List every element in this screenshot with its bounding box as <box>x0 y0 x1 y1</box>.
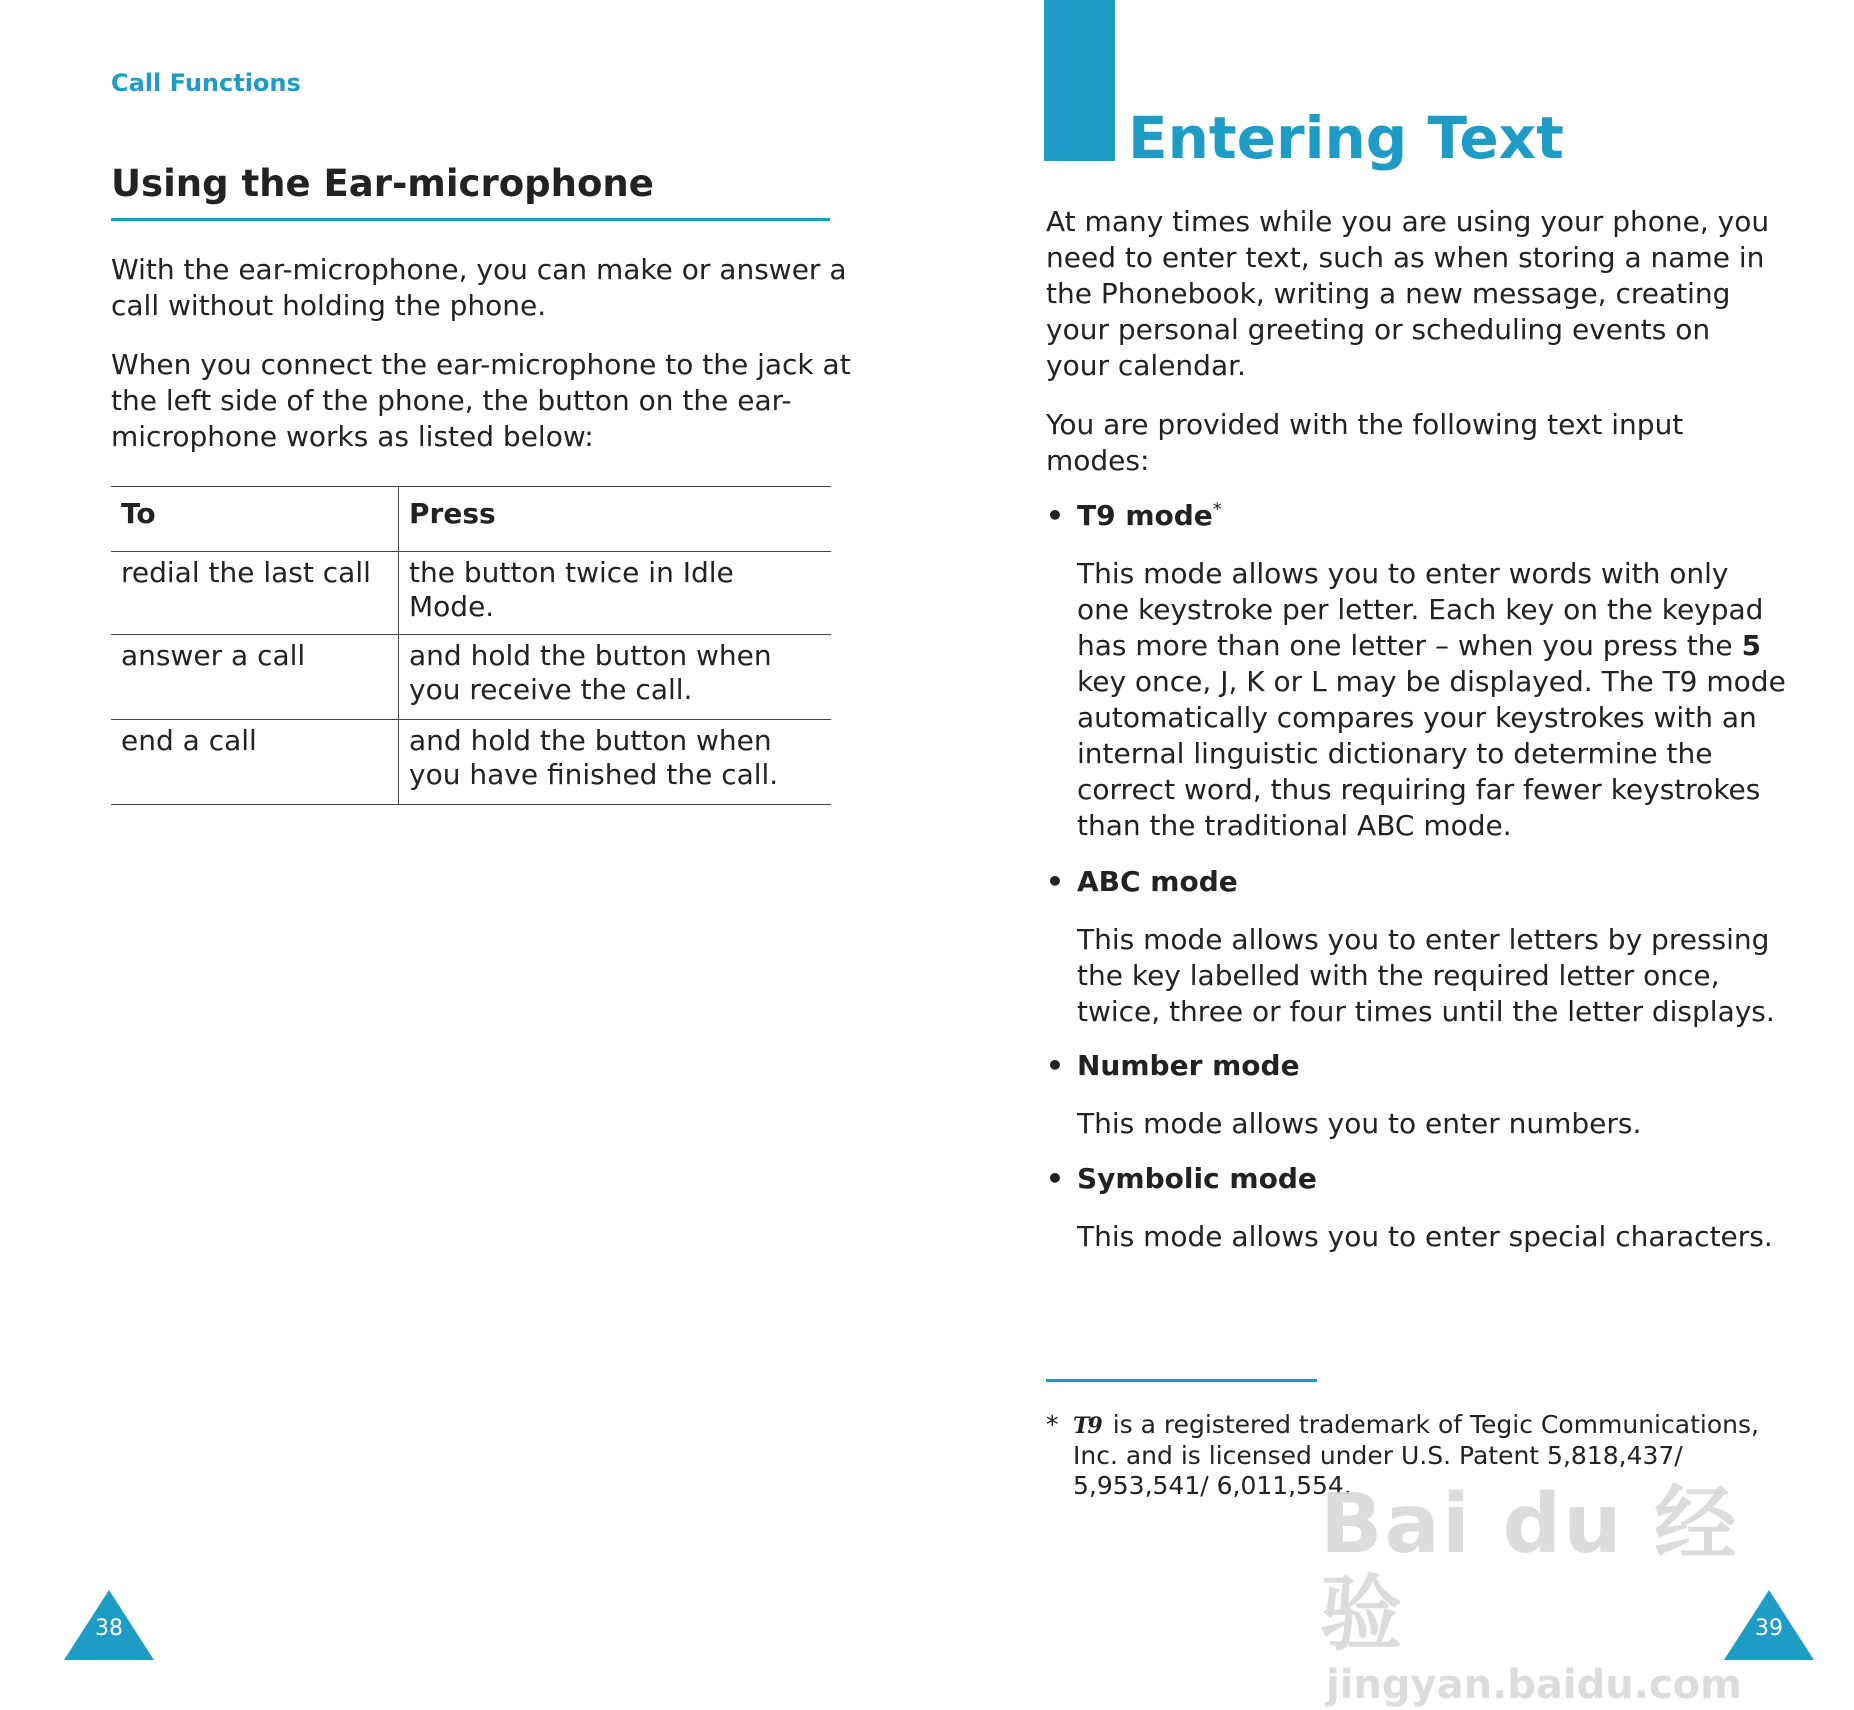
bullet-icon: • <box>1046 499 1064 532</box>
baidu-watermark <box>1320 1477 1760 1708</box>
table-cell-action: end a call <box>111 720 399 805</box>
mode-item-t9 <box>1046 498 1786 844</box>
table-cell-action: redial the last call <box>111 552 399 635</box>
running-header: Call Functions <box>111 69 301 97</box>
key-label: 5 <box>1741 629 1762 662</box>
table-row <box>111 552 831 635</box>
text-entry-intro-paragraph: At many times while you are using your phone, you need to enter text, such as when storing a name in the Phonebook, writing a new message, creating your personal greeting or scheduling events on your calendar. <box>1046 205 1770 382</box>
footnote-rule <box>1046 1379 1317 1382</box>
watermark-logo-text: Bai du 经验 <box>1320 1477 1739 1662</box>
mode-description-text: key once, J, K or L may be displayed. The T9 mode automatically compares your keystrokes with an internal linguistic dictionary to determine the correct word, thus requiring far fewer keystrokes than the traditional ABC mode. <box>1077 665 1786 842</box>
page-number-left: 38 <box>95 1616 123 1641</box>
chapter-accent-bar <box>1044 0 1115 161</box>
chapter-title: Entering Text <box>1128 104 1564 172</box>
mode-description: This mode allows you to enter numbers. <box>1077 1107 1642 1140</box>
bullet-icon: • <box>1046 1049 1064 1082</box>
table-header-row <box>111 487 831 552</box>
mode-heading <box>1046 1161 1786 1197</box>
mode-description-text: This mode allows you to enter words with only one keystroke per letter. Each key on the keypad has more than one letter – when you press the <box>1077 557 1764 662</box>
table-cell-action: answer a call <box>111 635 399 720</box>
mode-item-number <box>1046 1048 1786 1142</box>
intro-paragraph: With the ear-microphone, you can make or answer a call without holding the phone. <box>111 253 847 322</box>
footnote-text: is a registered trademark of Tegic Communications, Inc. and is licensed under U.S. Patent 5,818,437/ 5,953,541/ 6,011,554. <box>1073 1410 1759 1500</box>
table-cell-press: and hold the button when you have finished the call. <box>409 724 779 791</box>
modes-intro-paragraph: You are provided with the following text input modes: <box>1046 408 1684 477</box>
table-cell-press: the button twice in Idle Mode. <box>409 556 734 623</box>
section-title-rule <box>111 218 830 221</box>
table-row <box>111 635 831 720</box>
connection-paragraph: When you connect the ear-microphone to the jack at the left side of the phone, the button on the ear-microphone works as listed below: <box>111 348 851 453</box>
mode-item-abc <box>1046 864 1786 1030</box>
mode-description: This mode allows you to enter special characters. <box>1077 1220 1773 1253</box>
table-header-to: To <box>111 487 399 552</box>
table-row <box>111 720 831 805</box>
table-header-press: Press <box>409 497 496 530</box>
mode-title: Symbolic mode <box>1077 1162 1317 1195</box>
table-cell-press: and hold the button when you receive the call. <box>409 639 772 706</box>
footnote-marker: * <box>1046 1410 1059 1439</box>
t9-logo-icon: T9 <box>1073 1413 1101 1439</box>
section-title: Using the Ear-microphone <box>111 162 654 205</box>
mode-heading <box>1046 498 1786 534</box>
watermark-url: jingyan.baidu.com <box>1326 1662 1742 1708</box>
mode-title: T9 mode <box>1077 499 1213 532</box>
bullet-icon: • <box>1046 865 1064 898</box>
footnote-marker: * <box>1212 499 1222 520</box>
mode-title: ABC mode <box>1077 865 1238 898</box>
mode-item-symbolic <box>1046 1161 1786 1255</box>
bullet-icon: • <box>1046 1162 1064 1195</box>
ear-microphone-button-table <box>111 486 831 805</box>
mode-title: Number mode <box>1077 1049 1300 1082</box>
page-number-right: 39 <box>1755 1616 1783 1641</box>
mode-description: This mode allows you to enter letters by pressing the key labelled with the required letter once, twice, three or four times until the letter displays. <box>1077 923 1775 1028</box>
mode-description <box>1077 556 1787 844</box>
mode-heading <box>1046 864 1786 900</box>
mode-heading <box>1046 1048 1786 1084</box>
